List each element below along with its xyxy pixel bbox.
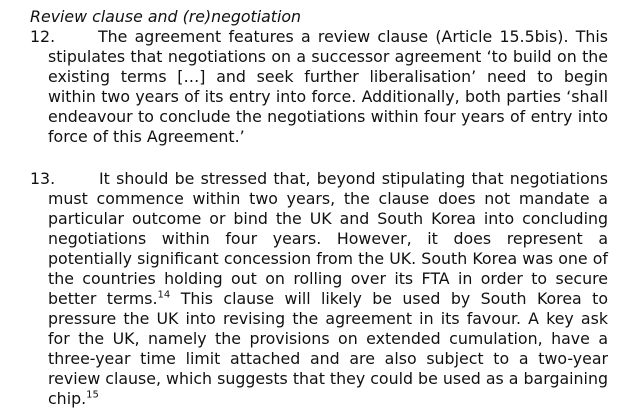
paragraph-12 — [30, 27, 608, 147]
section-heading: Review clause and (re)negotiation — [30, 7, 302, 26]
paragraph-text — [48, 169, 608, 409]
paragraph-13 — [30, 169, 608, 409]
paragraph-number: 13. — [30, 169, 56, 188]
footnote-ref[interactable]: 14 — [157, 289, 171, 301]
paragraph-number: 12. — [30, 27, 56, 46]
paragraph-text: The agreement features a review clause (Article 15.5bis). This stipulates that negotiations on a successor agreement ‘to build on the existing terms […] and seek further liberalisation’ need to begin within two years of its entry into force. Additionally, both parties ‘shall endeavour to conclude the negotiations within four years of entry into force of this Agreement.’ — [48, 27, 608, 146]
document-page — [30, 7, 608, 409]
footnote-ref[interactable]: 15 — [86, 389, 99, 401]
paragraph-text-part: This clause will likely be used by South Korea to pressure the UK into revising the agreement in its favour. A key ask for the UK, namely the provisions on extended cumulation, have a three-year time limit attached and are also subject to a two-year review clause, which suggests that they could be used as a bargaining chip. — [48, 289, 609, 408]
paragraph-text-part: It should be stressed that, beyond stipulating that negotiations must commence within two years, the clause does not mandate a particular outcome or bind the UK and South Korea into concluding negotiations within four years. However, it does represent a potentially significant concession from the UK. South Korea was one of the countries holding out on rolling over its FTA in order to secure better terms. — [48, 169, 608, 308]
